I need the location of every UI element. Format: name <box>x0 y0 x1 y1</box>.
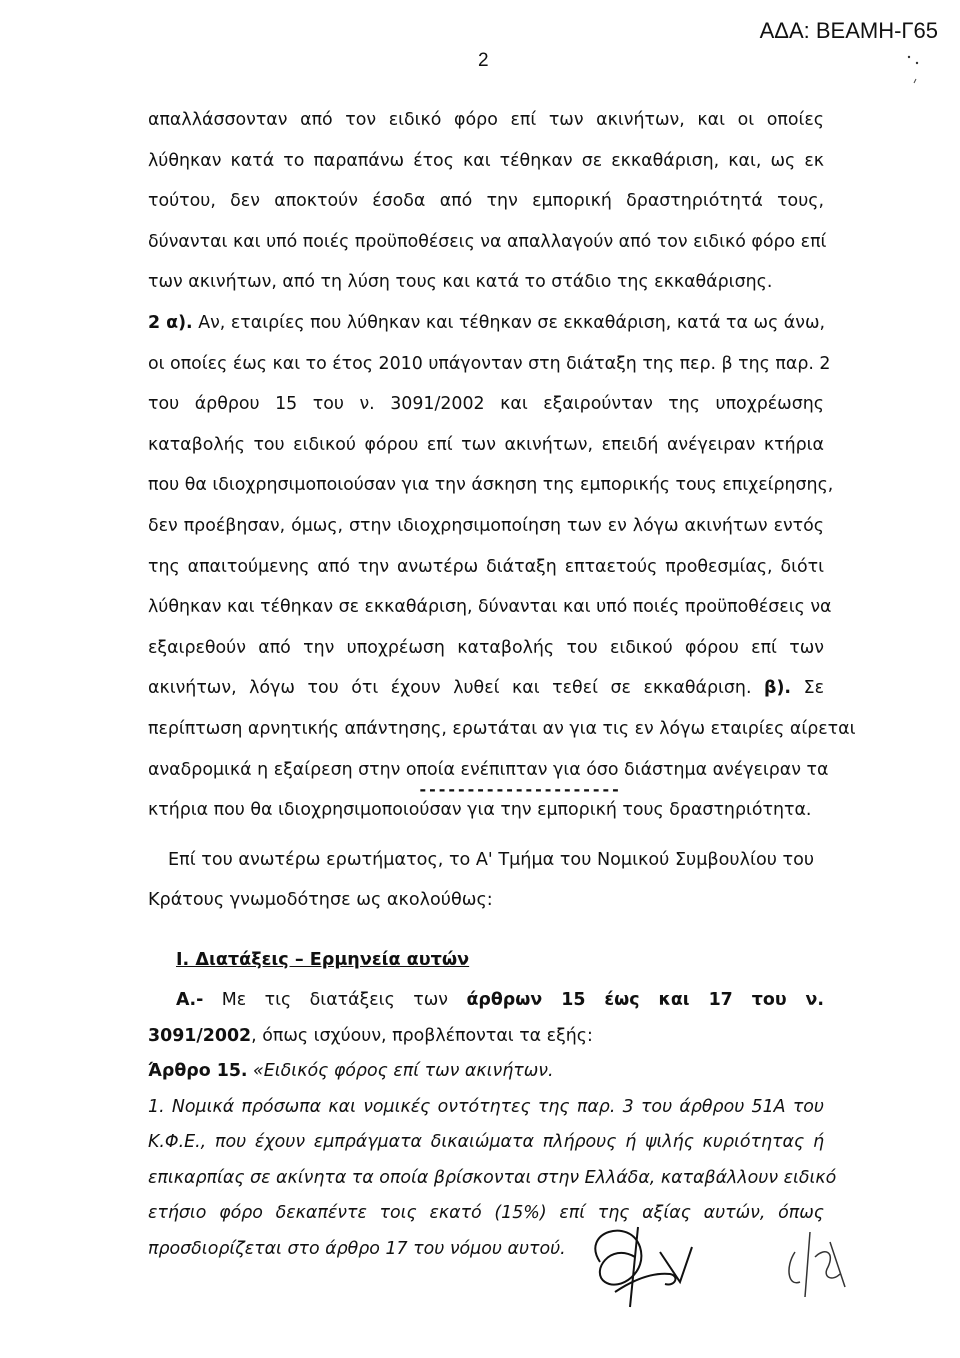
text-line: αναδρομικά η εξαίρεση στην οποία ενέπιπταν για όσο διάστημα ανέγειραν τα <box>148 759 829 780</box>
text-line: λύθηκαν κατά το παραπάνω έτος και τέθηκαν σε εκκαθάριση, και, ως εκ <box>148 150 824 171</box>
text-line: εξαιρεθούν από την υποχρέωση καταβολής του ειδικού φόρου επί των <box>148 637 824 658</box>
text-fragment: Αν, εταιρίες που λύθηκαν και τέθηκαν σε εκκαθάριση, κατά τα ως άνω, <box>192 312 826 333</box>
text-line <box>148 1054 824 1090</box>
text-line: που θα ιδιοχρησιμοποιούσαν για την άσκηση της εμπορικής τους επιχείρησης, <box>148 475 834 496</box>
paragraph-1 <box>148 100 827 303</box>
text-line: δύνανται και υπό ποιές προϋποθέσεις να απαλλαγούν από τον ειδικό φόρο επί <box>148 231 827 252</box>
main-body <box>148 100 856 831</box>
text-fragment: ακινήτων, λόγω του ότι έχουν λυθεί και τεθεί σε εκκαθάριση. <box>148 678 765 699</box>
text-line: λύθηκαν και τέθηκαν σε εκκαθάριση, δύνανται και υπό ποιές προϋποθέσεις να <box>148 597 832 618</box>
text-line <box>148 303 824 344</box>
text-fragment: , όπως ισχύουν, προβλέπονται τα εξής: <box>251 1025 593 1046</box>
section-heading: Ι. Διατάξεις – Ερμηνεία αυτών <box>176 950 470 970</box>
text-line: περίπτωση αρνητικής απάντησης, ερωτάται αν για τις εν λόγω εταιρίες αίρεται <box>148 718 856 739</box>
label-2a: 2 α). <box>148 312 193 333</box>
section-separator: --------------------- <box>418 780 621 799</box>
ada-code: ΑΔΑ: ΒΕΑΜΗ-Γ65 <box>759 18 938 43</box>
text-line <box>148 983 824 1019</box>
text-line: προσδιορίζεται στο άρθρο 17 του νόμου αυτού. <box>148 1238 566 1259</box>
text-line: Επί του ανωτέρω ερωτήματος, το Α' Τμήμα του Νομικού Συμβουλίου του <box>168 850 815 870</box>
text-line: Κ.Φ.Ε., που έχουν εμπράγματα δικαιώματα πλήρους ή ψιλής κυριότητας ή <box>148 1132 824 1152</box>
text-line <box>148 1019 824 1055</box>
article-label: Άρθρο 15. <box>148 1061 248 1081</box>
handwritten-signatures <box>560 1212 900 1322</box>
law-number: 3091/2002 <box>148 1025 252 1046</box>
text-line: 1. Νομικά πρόσωπα και νομικές οντότητες της παρ. 3 του άρθρου 51Α του <box>148 1096 824 1117</box>
text-line: απαλλάσσονταν από τον ειδικό φόρο επί των ακινήτων, και οι οποίες <box>148 110 824 130</box>
text-line: δεν προέβησαν, όμως, στην ιδιοχρησιμοποίηση των εν λόγω ακινήτων εντός <box>148 515 824 536</box>
label-a: Α.- <box>176 990 204 1010</box>
article-title: «Ειδικός φόρος επί των ακινήτων. <box>247 1061 554 1081</box>
text-line: Κράτους γνωμοδότησε ως ακολούθως: <box>148 890 493 910</box>
scan-corner-marks <box>895 55 925 95</box>
text-line: των ακινήτων, από τη λύση τους και κατά το στάδιο της εκκαθάρισης. <box>148 272 773 293</box>
text-fragment-bold: άρθρων 15 έως και 17 του ν. <box>466 990 825 1010</box>
paragraph-2 <box>148 303 856 831</box>
text-fragment: Σε <box>791 678 824 699</box>
text-fragment: Με τις διατάξεις των <box>203 990 467 1010</box>
text-line: κτήρια που θα ιδιοχρησιμοποιούσαν για την εμπορική τους δραστηριότητα. <box>148 800 812 821</box>
text-line <box>148 668 824 709</box>
text-line: οι οποίες έως και το έτος 2010 υπάγονταν στη διάταξη της περ. β της παρ. 2 <box>148 353 831 374</box>
text-line: ετήσιο φόρο δεκαπέντε τοις εκατό (15%) επί της αξίας αυτών, όπως <box>148 1203 824 1223</box>
label-b: β). <box>764 678 792 699</box>
text-line: της απαιτούμενης από την ανωτέρω διάταξη επταετούς προθεσμίας, διότι <box>148 556 824 577</box>
text-line: τούτου, δεν αποκτούν έσοδα από την εμπορική δραστηριότητά τους, <box>148 191 824 212</box>
opinion-intro <box>148 840 824 920</box>
page-number: 2 <box>478 50 489 71</box>
text-line: καταβολής του ειδικού φόρου επί των ακινήτων, επειδή ανέγειραν κτήρια <box>148 434 824 455</box>
text-line: επικαρπίας σε ακίνητα τα οποία βρίσκονται στην Ελλάδα, καταβάλλουν ειδικό <box>148 1167 837 1188</box>
text-line: του άρθρου 15 του ν. 3091/2002 και εξαιρούνταν της υποχρέωσης <box>148 394 824 415</box>
